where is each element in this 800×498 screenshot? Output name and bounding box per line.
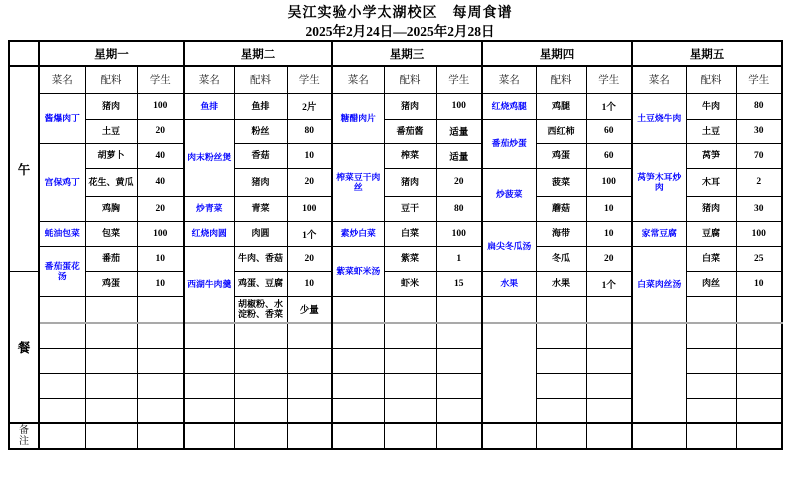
empty-dish-cell [184,348,234,373]
ingredient-cell: 粉丝 [234,119,287,143]
ingredient-cell [686,296,736,323]
dish-name-cell: 家常豆腐 [632,221,686,246]
empty-dish-cell [482,323,536,423]
page-title: 吴江实验小学太湖校区 每周食谱 [287,6,513,21]
dish-name-cell: 土豆烧牛肉 [632,93,686,143]
dish-name-cell: 素炒白菜 [332,221,384,246]
students-qty-cell [586,323,632,348]
col-header-students: 学生 [586,66,632,93]
ingredient-cell [85,398,137,423]
col-header-ingredient: 配料 [234,66,287,93]
notes-cell [384,423,436,449]
students-qty-cell: 100 [436,93,482,119]
ingredient-cell: 牛肉 [686,93,736,119]
col-header-dish: 菜名 [39,66,85,93]
ingredient-cell [384,296,436,323]
students-qty-cell: 20 [287,168,332,196]
ingredient-cell [686,323,736,348]
ingredient-cell: 虾米 [384,271,436,296]
notes-label-bottom-char: 注 [19,436,29,447]
dish-name-cell: 紫菜虾米汤 [332,246,384,296]
col-header-dish: 菜名 [332,66,384,93]
notes-cell [137,423,184,449]
ingredient-cell: 紫菜 [384,246,436,271]
students-qty-cell: 40 [137,143,184,168]
ingredient-cell: 香菇 [234,143,287,168]
col-header-dish: 菜名 [632,66,686,93]
lunch-label-top-char: 午 [9,66,39,271]
col-header-dish: 菜名 [482,66,536,93]
ingredient-cell: 猪肉 [384,93,436,119]
col-header-ingredient: 配料 [536,66,586,93]
dish-name-cell: 白菜肉丝汤 [632,246,686,323]
ingredient-cell [384,323,436,348]
day-header: 星期三 [332,41,482,66]
dish-name-cell: 西湖牛肉羹 [184,246,234,323]
students-qty-cell: 1个 [586,271,632,296]
empty-dish-cell [39,348,85,373]
students-qty-cell: 1个 [586,93,632,119]
students-qty-cell: 10 [586,221,632,246]
ingredient-cell [686,398,736,423]
dish-name-cell: 炒青菜 [184,196,234,221]
ingredient-cell: 蘑菇 [536,196,586,221]
students-qty-cell: 80 [287,119,332,143]
ingredient-cell [536,373,586,398]
ingredient-cell: 猪肉 [384,168,436,196]
ingredient-cell: 豆干 [384,196,436,221]
ingredient-cell [234,348,287,373]
ingredient-cell: 菠菜 [536,168,586,196]
ingredient-cell: 肉圆 [234,221,287,246]
ingredient-cell: 鸡蛋 [85,271,137,296]
students-qty-cell [586,398,632,423]
ingredient-cell [85,323,137,348]
ingredient-cell [536,348,586,373]
notes-cell [332,423,384,449]
students-qty-cell: 15 [436,271,482,296]
ingredient-cell: 莴笋 [686,143,736,168]
ingredient-cell [384,398,436,423]
students-qty-cell [287,373,332,398]
dish-name-cell: 糖醋肉片 [332,93,384,143]
students-qty-cell: 70 [736,143,782,168]
ingredient-cell: 胡椒粉、水淀粉、香菜 [234,296,287,323]
notes-cell [287,423,332,449]
ingredient-cell: 青菜 [234,196,287,221]
date-range: 2025年2月24日—2025年2月28日 [305,24,495,39]
ingredient-cell: 花生、黄瓜 [85,168,137,196]
students-qty-cell [436,296,482,323]
notes-cell [234,423,287,449]
dish-name-cell: 鱼排 [184,93,234,119]
empty-dish-cell [184,323,234,348]
students-qty-cell: 40 [137,168,184,196]
ingredient-cell: 西红柿 [536,119,586,143]
dish-name-cell: 肉末粉丝煲 [184,119,234,196]
students-qty-cell [137,323,184,348]
students-qty-cell [586,348,632,373]
students-qty-cell: 25 [736,246,782,271]
students-qty-cell: 100 [436,221,482,246]
lunch-label-bottom-char: 餐 [9,271,39,423]
ingredient-cell: 鱼排 [234,93,287,119]
students-qty-cell: 10 [137,246,184,271]
students-qty-cell: 2 [736,168,782,196]
students-qty-cell: 100 [736,221,782,246]
ingredient-cell [234,373,287,398]
dish-name-cell: 红烧肉圆 [184,221,234,246]
ingredient-cell: 鸡胸 [85,196,137,221]
students-qty-cell: 30 [736,119,782,143]
ingredient-cell: 胡萝卜 [85,143,137,168]
day-header: 星期四 [482,41,632,66]
notes-cell [536,423,586,449]
dish-name-cell: 榨菜豆干肉丝 [332,143,384,221]
students-qty-cell [287,348,332,373]
students-qty-cell [137,348,184,373]
students-qty-cell: 少量 [287,296,332,323]
students-qty-cell [736,348,782,373]
ingredient-cell [85,348,137,373]
title-block [0,0,800,40]
students-qty-cell: 60 [586,143,632,168]
ingredient-cell: 海带 [536,221,586,246]
dish-name-cell: 莴笋木耳炒肉 [632,143,686,221]
weekly-menu-table [8,40,783,450]
students-qty-cell [436,348,482,373]
ingredient-cell [686,373,736,398]
ingredient-cell: 番茄酱 [384,119,436,143]
students-qty-cell: 20 [137,196,184,221]
ingredient-cell: 豆腐 [686,221,736,246]
students-qty-cell: 100 [287,196,332,221]
day-header: 星期五 [632,41,782,66]
students-qty-cell: 10 [137,271,184,296]
students-qty-cell [736,296,782,323]
dish-name-cell: 炒菠菜 [482,168,536,221]
students-qty-cell [736,398,782,423]
students-qty-cell: 100 [137,221,184,246]
ingredient-cell: 包菜 [85,221,137,246]
empty-dish-cell [39,296,85,323]
students-qty-cell [436,373,482,398]
ingredient-cell: 土豆 [686,119,736,143]
notes-label [9,423,39,449]
students-qty-cell: 10 [287,271,332,296]
col-header-dish: 菜名 [184,66,234,93]
col-header-students: 学生 [436,66,482,93]
empty-dish-cell [332,398,384,423]
empty-dish-cell [632,323,686,423]
students-qty-cell: 适量 [436,143,482,168]
ingredient-cell: 冬瓜 [536,246,586,271]
students-qty-cell: 100 [137,93,184,119]
ingredient-cell: 猪肉 [234,168,287,196]
ingredient-cell: 猪肉 [85,93,137,119]
students-qty-cell [287,323,332,348]
ingredient-cell: 肉丝 [686,271,736,296]
ingredient-cell [536,296,586,323]
ingredient-cell: 牛肉、香菇 [234,246,287,271]
students-qty-cell [586,296,632,323]
students-qty-cell: 20 [137,119,184,143]
notes-cell [632,423,686,449]
students-qty-cell [137,398,184,423]
ingredient-cell [536,323,586,348]
notes-cell [436,423,482,449]
ingredient-cell: 番茄 [85,246,137,271]
ingredient-cell [536,398,586,423]
students-qty-cell: 10 [586,196,632,221]
dish-name-cell: 水果 [482,271,536,296]
students-qty-cell [586,373,632,398]
students-qty-cell: 适量 [436,119,482,143]
notes-label-top-char: 备 [19,424,29,436]
ingredient-cell [384,348,436,373]
empty-dish-cell [332,296,384,323]
col-header-students: 学生 [287,66,332,93]
dish-name-cell: 扁尖冬瓜汤 [482,221,536,271]
students-qty-cell [736,323,782,348]
dish-name-cell: 红烧鸡腿 [482,93,536,119]
ingredient-cell: 土豆 [85,119,137,143]
ingredient-cell: 鸡腿 [536,93,586,119]
ingredient-cell: 猪肉 [686,196,736,221]
ingredient-cell [686,348,736,373]
students-qty-cell: 10 [287,143,332,168]
empty-dish-cell [482,296,536,323]
students-qty-cell [436,323,482,348]
students-qty-cell: 20 [586,246,632,271]
empty-dish-cell [39,373,85,398]
notes-cell [586,423,632,449]
ingredient-cell: 鸡蛋、豆腐 [234,271,287,296]
day-header: 星期二 [184,41,332,66]
ingredient-cell: 水果 [536,271,586,296]
empty-dish-cell [332,348,384,373]
notes-cell [686,423,736,449]
students-qty-cell: 1个 [287,221,332,246]
ingredient-cell [384,373,436,398]
ingredient-cell [85,373,137,398]
empty-dish-cell [184,398,234,423]
students-qty-cell: 2片 [287,93,332,119]
dish-name-cell: 酱爆肉丁 [39,93,85,143]
students-qty-cell: 1 [436,246,482,271]
col-header-students: 学生 [736,66,782,93]
students-qty-cell: 20 [436,168,482,196]
ingredient-cell: 白菜 [384,221,436,246]
students-qty-cell [436,398,482,423]
students-qty-cell [287,398,332,423]
ingredient-cell: 榨菜 [384,143,436,168]
empty-dish-cell [39,398,85,423]
notes-cell [39,423,85,449]
empty-dish-cell [39,323,85,348]
ingredient-cell [234,398,287,423]
ingredient-cell: 鸡蛋 [536,143,586,168]
ingredient-cell: 木耳 [686,168,736,196]
students-qty-cell: 100 [586,168,632,196]
students-qty-cell: 60 [586,119,632,143]
day-header: 星期一 [39,41,184,66]
notes-cell [184,423,234,449]
dish-name-cell: 宫保鸡丁 [39,143,85,221]
students-qty-cell [137,373,184,398]
col-header-ingredient: 配料 [384,66,436,93]
notes-cell [85,423,137,449]
ingredient-cell: 白菜 [686,246,736,271]
col-header-ingredient: 配料 [85,66,137,93]
students-qty-cell: 30 [736,196,782,221]
dish-name-cell: 番茄炒蛋 [482,119,536,168]
students-qty-cell [736,373,782,398]
notes-cell [482,423,536,449]
empty-dish-cell [332,323,384,348]
ingredient-cell [234,323,287,348]
students-qty-cell [137,296,184,323]
dish-name-cell: 番茄蛋花汤 [39,246,85,296]
dish-name-cell: 蚝油包菜 [39,221,85,246]
students-qty-cell: 10 [736,271,782,296]
notes-cell [736,423,782,449]
empty-dish-cell [332,373,384,398]
students-qty-cell: 80 [436,196,482,221]
col-header-ingredient: 配料 [686,66,736,93]
students-qty-cell: 20 [287,246,332,271]
students-qty-cell: 80 [736,93,782,119]
corner-cell [9,41,39,66]
ingredient-cell [85,296,137,323]
empty-dish-cell [184,373,234,398]
col-header-students: 学生 [137,66,184,93]
